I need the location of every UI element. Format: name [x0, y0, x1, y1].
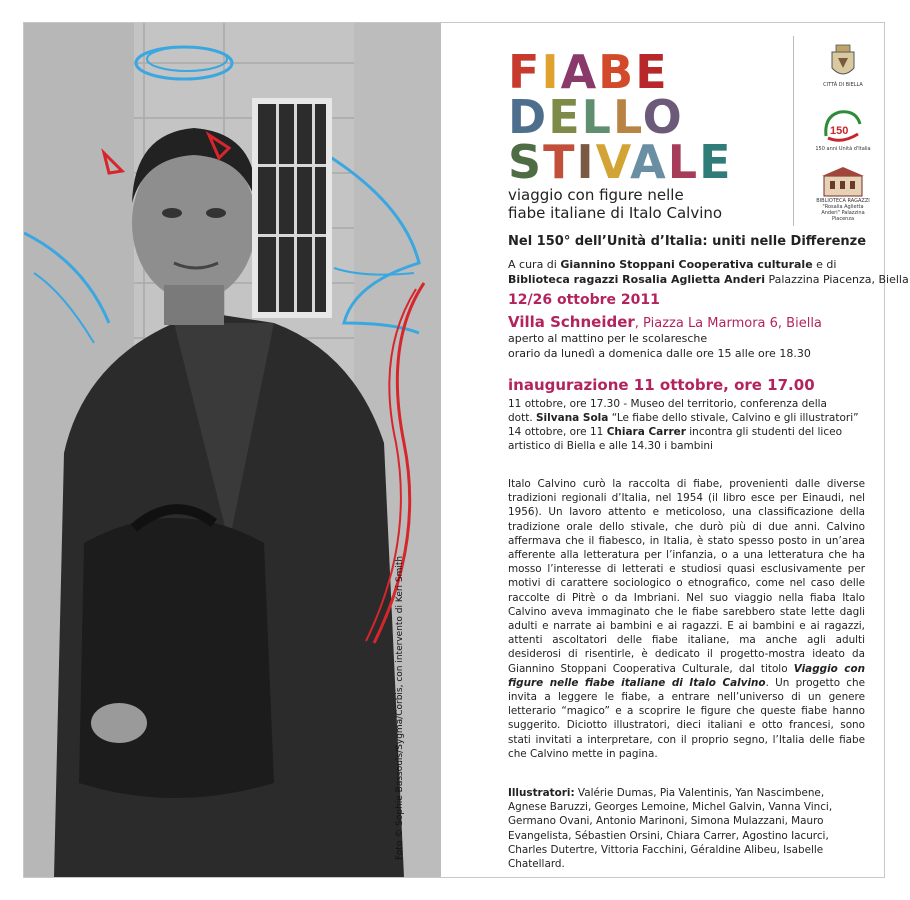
title-row-1: FIABE: [508, 45, 669, 99]
city-of-biella-logo: CITTÀ DI BIELLA: [813, 42, 873, 88]
svg-text:150: 150: [830, 125, 849, 137]
unita-150-icon: [820, 106, 866, 146]
venue: Villa Schneider, Piazza La Marmora 6, Biella: [508, 313, 822, 331]
city-crest-icon: [828, 42, 858, 82]
biblioteca-ragazzi-logo: BIBLIOTECA RAGAZZI "Rosalia Aglietta Anderi" Palazzina Piacenza: [813, 164, 873, 222]
logo-divider: [793, 36, 794, 226]
title-row-2: DELLO: [508, 90, 684, 144]
title-row-3: STIVALE: [508, 135, 733, 189]
anniversary-heading: Nel 150° dell’Unità d’Italia: uniti nelle Differenze: [508, 234, 867, 249]
exhibition-subtitle: viaggio con figure nelle fiabe italiane di Italo Calvino: [508, 186, 723, 222]
inauguration: inaugurazione 11 ottobre, ore 17.00: [508, 376, 815, 394]
exhibition-title: [508, 45, 748, 189]
building-window: [252, 98, 332, 318]
illustrators-list: Illustratori: Valérie Dumas, Pia Valentinis, Yan Nascimbene, Agnese Baruzzi, Georges Lemoine, Michel Galvin, Vanna Vinci, Germano Ovani, Antonio Marinoni, Simona Mulazzani, Mauro Evangelista, Sébastien Orsini, Chiara Carrer, Agostino Iacurci, Charles Dutertre, Vittoria Facchini, Géraldine Alibeu, Isabelle Chatellard.: [508, 787, 833, 871]
curators-text: A cura di Giannino Stoppani Cooperativa culturale e di Biblioteca ragazzi Rosalia Aglietta Anderi Palazzina Piacenza, Biella: [508, 258, 909, 286]
library-building-icon: [818, 164, 868, 198]
unita-150-logo: 150 150 anni Unità d'Italia: [813, 106, 873, 152]
exhibition-dates: 12/26 ottobre 2011: [508, 292, 660, 308]
opening-hours: aperto al mattino per le scolaresche orario da lunedì a domenica dalle ore 15 alle ore 18.30: [508, 332, 811, 360]
description-paragraph: Italo Calvino curò la raccolta di fiabe, provenienti dalle diverse tradizioni regionali d’Italia, nel 1954 (il libro esce per Einaudi, nel 1956). Un lavoro attento e meticoloso, una classificazione della tradizione orale dello stivale, che durò più di due anni. Calvino affermava che il fiabesco, in Italia, è stato spesso posto in un’area afferente alla letteratura per l’infanzia, o a una letteratura che ha mosso l’interesse di letterati e studiosi quasi esclusivamente per motivi di carattere sociologico o etnografico, come nel caso delle raccolte di Pitrè o da Imbriani. Nel suo viaggio nella fiaba Italo Calvino aveva immaginato che le fiabe sarebbero state lette dagli adulti e narrate ai bambini e ai ragazzi. E ai bambini e ai ragazzi, attenti ascoltatori delle fiabe italiane, ma anche agli adulti desiderosi di risentirle, è dedicato il progetto-mostra ideato da Giannino Stoppani Cooperativa Culturale, dal titolo Viaggio con figure nelle fiabe italiane di Italo Calvino. Un progetto che invita a leggere le fiabe, a entrare nell’universo di un genere letterario “magico” e a scoprire le figure che queste fiabe hanno suggerito. Diciotto illustratori, dieci italiani e otto francesi, sono stati invitati a interpretare, con il proprio segno, l’Italia delle fiabe che Calvino mette in pagina.: [508, 478, 865, 760]
calvino-photo: [24, 23, 441, 877]
events-list: 11 ottobre, ore 17.30 - Museo del territorio, conferenza della dott. Silvana Sola “Le fiabe dello stivale, Calvino e gli illustratori” 14 ottobre, ore 11 Chiara Carrer incontra gli studenti del liceo artistico di Biella e alle 14.30 i bambini: [508, 398, 859, 452]
building-wall-lines: [24, 23, 441, 877]
photo-credit: Foto © Sophie Bassouls/Sygma/Corbis, con intervento di Keri Smith: [395, 555, 405, 860]
